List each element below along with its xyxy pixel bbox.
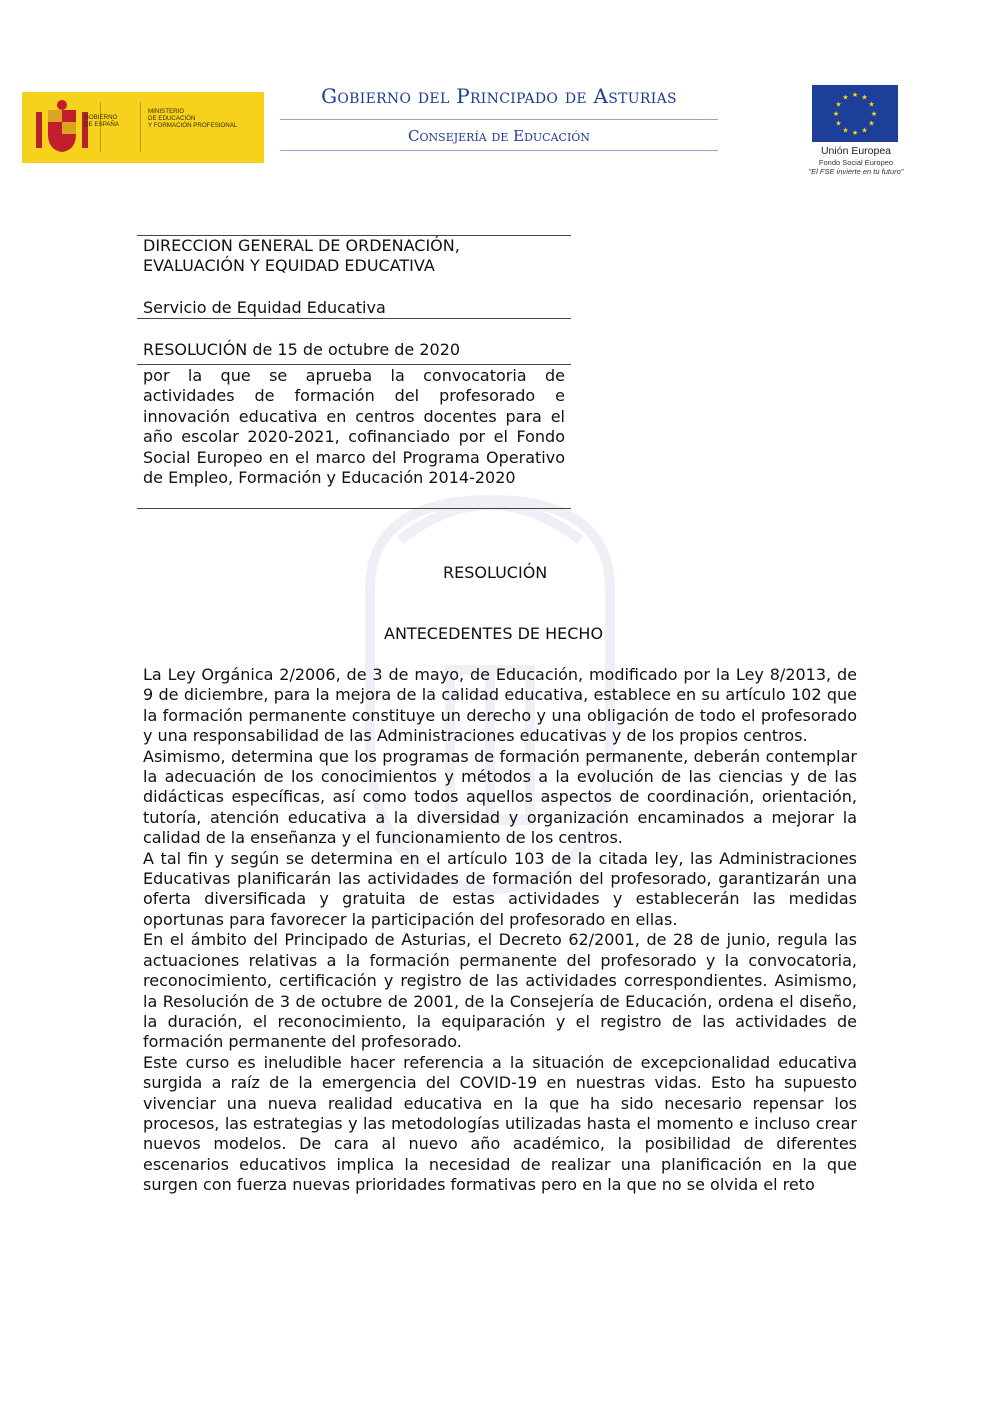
asturias-header [280,82,718,151]
logo-separator [140,102,141,152]
resolution-title: RESOLUCIÓN de 15 de octubre de 2020 [143,340,461,359]
eu-star-icon: ★ [868,119,875,128]
header-divider [280,119,718,120]
header-divider [280,150,718,151]
gobierno-espana-label: GOBIERNO DE ESPAÑA [84,114,119,128]
paragraph: Asimismo, determina que los programas de formación permanente, deberán contemplar la adecuación de los conocimientos y métodos a la evolución de las ciencias y de las didácticas específicas, así como todos aquellos aspectos de coordinación, orientación, tutoría, atención educativa a la diversidad y organización encaminados a mejorar la calidad de la enseñanza y el funcionamiento de los centros. [143,746,857,848]
resolution-description: por la que se aprueba la convocatoria de actividades de formación del profesorado e innovación educativa en centros docentes para el año escolar 2020-2021, cofinanciado por el Fondo Social Europeo en el marco del Programa Operativo de Empleo, Formación y Educación 2014-2020 [143,366,565,488]
paragraph: A tal fin y según se determina en el artículo 103 de la citada ley, las Administraciones Educativas planificarán las actividades de formación del profesorado, garantizarán una oferta diversificada y gratuita de estas actividades y establecerán las medidas oportunas para favorecer la participación del profesorado en ellas. [143,848,857,929]
eu-star-icon: ★ [835,100,842,109]
eu-star-icon: ★ [861,126,868,135]
eu-star-icon: ★ [835,119,842,128]
spain-government-logo [22,92,264,163]
divider [137,318,571,319]
paragraph: Este curso es ineludible hacer referencia a la situación de excepcionalidad educativa surgida a raíz de la emergencia del COVID-19 en nuestras vidas. Esto ha supuesto vivenciar una nueva realidad educativa en la que ha sido necesario repensar los procesos, las estrategias y las metodologías utilizadas hasta el momento e incluso crear nuevos modelos. De cara al nuevo año académico, la posibilidad de diferentes escenarios educativos implica la necesidad de realizar una planificación en la que surgen con fuerza nuevas prioridades formativas pero en la que no se olvida el reto [143,1052,857,1195]
spain-coat-of-arms-icon [32,98,92,158]
eu-quote: "El FSE invierte en tu futuro" [808,167,904,176]
eu-star-icon: ★ [870,110,878,118]
eu-star-icon: ★ [842,126,849,135]
divider [137,364,571,365]
antecedentes-heading: ANTECEDENTES DE HECHO [384,624,604,643]
eu-star-icon: ★ [861,93,868,102]
eu-subtitle: Fondo Social Europeo [818,158,894,167]
asturias-title: Gobierno del Principado de Asturias [321,84,677,108]
service-name: Servicio de Equidad Educativa [143,298,386,317]
eu-star-icon: ★ [842,93,849,102]
divider [137,508,571,509]
ministerio-label: MINISTERIO DE EDUCACIÓN Y FORMACIÓN PROFESIONAL [148,108,238,129]
direction-heading: DIRECCION GENERAL DE ORDENACIÓN, EVALUACIÓN Y EQUIDAD EDUCATIVA [143,236,460,276]
eu-title: Unión Europea [820,145,892,157]
eu-star-icon: ★ [868,100,875,109]
eu-star-icon: ★ [851,129,859,137]
paragraph: En el ámbito del Principado de Asturias, el Decreto 62/2001, de 28 de junio, regula las actuaciones relativas a la formación permanente del profesorado y la convocatoria, reconocimiento, certificación y registro de las actividades correspondientes. Asimismo, la Resolución de 3 de octubre de 2001, de la Consejería de Educación, ordena el diseño, la duración, el reconocimiento, la equiparación y el registro de las actividades de formación permanente del profesorado. [143,930,857,1052]
resolution-heading: RESOLUCIÓN [443,563,548,582]
eu-caption [790,145,922,176]
consejeria-subtitle: Consejería de Educación [408,127,590,145]
eu-star-icon: ★ [832,110,840,118]
eu-flag-icon [812,85,898,142]
body-text [143,665,857,1196]
eu-star-icon: ★ [851,91,859,99]
paragraph: La Ley Orgánica 2/2006, de 3 de mayo, de Educación, modificado por la Ley 8/2013, de 9 de diciembre, para la mejora de la calidad educativa, establece en su artículo 102 que la formación permanente constituye un derecho y una obligación de todo el profesorado y una responsabilidad de las Administraciones educativas y de los propios centros. [143,665,857,746]
